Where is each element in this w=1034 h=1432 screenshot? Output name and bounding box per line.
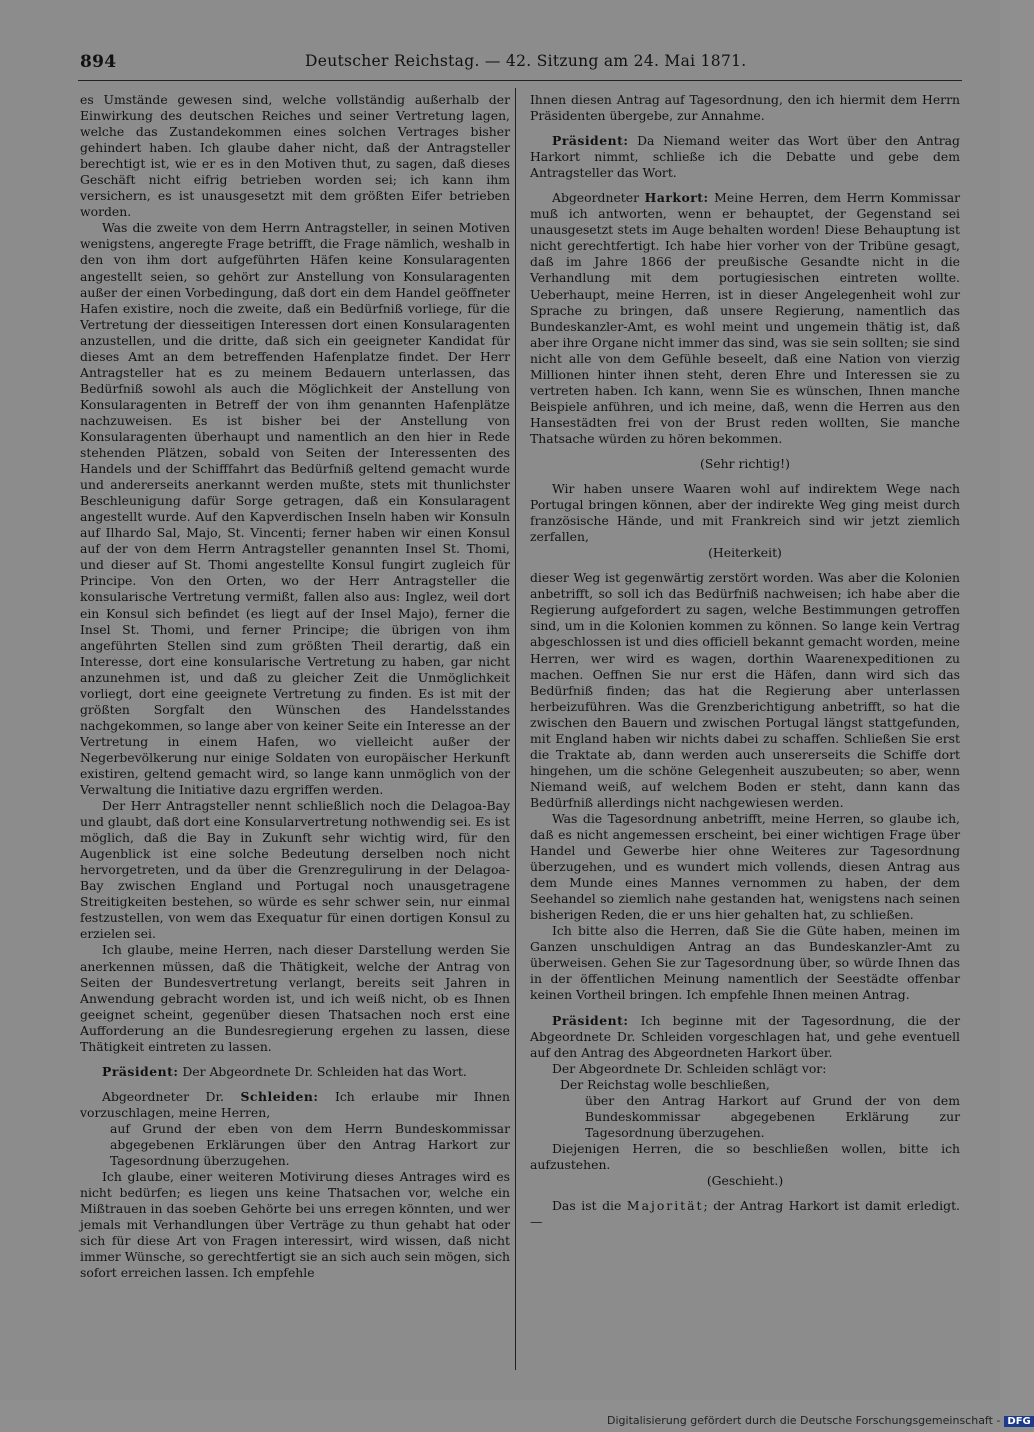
speaker-prefix: Abgeordneter bbox=[552, 190, 645, 206]
speaker-prefix: Abgeordneter Dr. bbox=[102, 1088, 241, 1104]
paragraph: Der Abgeordnete Dr. Schleiden schlägt vor: bbox=[552, 1060, 827, 1076]
paragraph: Wir haben unsere Waaren wohl auf indirektem Wege nach Portugal bringen können, aber der indirekte Weg ging meist durch französische Hände, und mit Frankreich sind wir jetzt ziemlich zerfallen, bbox=[530, 481, 960, 545]
speaker-paragraph bbox=[530, 133, 960, 181]
speaker-paragraph bbox=[530, 190, 960, 447]
speaker-name: Präsident: bbox=[552, 1012, 629, 1028]
digitization-credit bbox=[607, 1414, 1034, 1427]
paragraph: Diejenigen Herren, die so beschließen wollen, bitte ich aufzustehen. bbox=[530, 1140, 960, 1172]
speaker-name: Präsident: bbox=[552, 133, 629, 149]
right-column bbox=[530, 92, 960, 1372]
paragraph: Der Herr Antragsteller nennt schließlich noch die Delagoa-Bay und glaubt, daß dort eine Konsularvertretung nothwendig sei. Es ist möglich, daß die Bay in Zukunft sehr wichtig wird, für den Augenblick ist eine solche Bedeutung derselben noch nicht hervorgetreten, und da über die Grenzregulirung in der Delagoa-Bay zwischen England und Portugal noch unausgetragene Streitigkeiten bestehen, so würde es sehr schwer sein, nur einmal festzustellen, von wem das Exequatur für einen dortigen Konsul zu erzielen sei. bbox=[80, 798, 510, 942]
paragraph: Ihnen diesen Antrag auf Tagesordnung, den ich hiermit dem Herrn Präsidenten übergebe, zur Annahme. bbox=[530, 92, 960, 124]
interjection: (Sehr richtig!) bbox=[700, 455, 790, 471]
text-suffix: ; der Antrag Harkort ist damit erledigt. — bbox=[530, 1198, 960, 1230]
paragraph: Ich bitte also die Herren, daß Sie die Güte haben, meinen im Ganzen unschuldigen Antrag an das Bundeskanzler-Amt zu überweisen. Gehen Sie zur Tagesordnung über, so würde Ihnen das in der öffentlichen Meinung namentlich der Seestädte offenbar keinen Vortheil bringen. Ich empfehle Ihnen meinen Antrag. bbox=[530, 923, 960, 1003]
paragraph: dieser Weg ist gegenwärtig zerstört worden. Was aber die Kolonien anbetrifft, so soll ich das Bedürfniß nachweisen; ich habe aber die Regierung aufgefordert zu sagen, welche Bestimmungen getroffen sind, um in die Kolonien kommen zu können. So lange kein Vertrag abgeschlossen ist und dies officiell bekannt gemacht worden, meine Herren, wer wird es wagen, dorthin Waarenexpeditionen zu machen. Oeffnen Sie nur erst die Häfen, dann wird sich das Bedürfniß finden; das hat die Regierung aber unterlassen herbeizuführen. Was die Grenzberichtigung anbetrifft, so hat die zwischen den Bauern und zwischen Portugal längst stattgefunden, mit England haben wir nichts dabei zu schaffen. Schließen Sie erst die Traktate ab, dann werden auch unsererseits die Schiffe dort hingehen, um die schöne Gelegenheit auszubeuten; so aber, wenn Niemand weiß, auf welchem Boden er steht, dann kann das Bedürfniß allerdings nicht nachgewiesen werden. bbox=[530, 570, 960, 810]
page-title: Deutscher Reichstag. — 42. Sitzung am 24. Mai 1871. bbox=[305, 52, 747, 70]
paragraph: es Umstände gewesen sind, welche vollständig außerhalb der Einwirkung des deutschen Reiches und seiner Vertretung lagen, welche das Zustandekommen eines solchen Vertrages bisher gehindert haben. Ich glaube daher nicht, daß der Antragsteller berechtigt ist, wie er es in den Motiven thut, zu sagen, daß dieses Geschäft nicht eifrig betrieben worden sei; ich kann ihm versichern, es ist unausgesetzt mit dem größten Eifer betrieben worden. bbox=[80, 92, 510, 220]
paragraph: Ich glaube, einer weiteren Motivirung dieses Antrages wird es nicht bedürfen; es liegen uns keine Thatsachen vor, welche ein Mißtrauen in das soeben Gehörte bei uns erregen könnten, und wer jemals mit Verhandlungen über Verträge zu thun gehabt hat oder sich für diese Art von Fragen interessirt, wird wissen, daß nicht immer Wünsche, so gerechtfertigt sie an sich auch sein mögen, sich sofort erreichen lassen. Ich empfehle bbox=[80, 1169, 510, 1281]
motion-text: über den Antrag Harkort auf Grund der von dem Bundeskommissar abgegebenen Erklärung zur Tagesordnung überzugehen. bbox=[585, 1092, 960, 1140]
header-divider bbox=[78, 80, 962, 81]
paragraph: Was die zweite von dem Herrn Antragsteller, in seinen Motiven wenigstens, angeregte Frage betrifft, die Frage nämlich, weshalb in den von ihm dort aufgeführten Häfen keine Konsularagenten angestellt seien, so gehört zur Anstellung von Konsularagenten außer der einen Vorbedingung, daß dort ein dem Handel geöffneter Hafen existire, noch die zweite, daß ein Bedürfniß vorliege, für die Vertretung der diesseitigen Interessen dort einen Konsularagenten anzustellen, und die dritte, daß sich ein geeigneter Kandidat für dieses Amt an dem betreffenden Hafenplatze findet. Der Herr Antragsteller hat es zu meinem Bedauern unterlassen, das Bedürfniß sowohl als auch die Möglichkeit der Anstellung von Konsularagenten in Betreff der von ihm genannten Hafenplätze nachzuweisen. Es ist bisher bei der Anstellung von Konsularagenten überhaupt und namentlich an den hier in Rede stehenden Plätzen, sobald von Seiten der Interessenten des Handels und der Schifffahrt das Bedürfniß geltend gemacht wurde und andererseits anerkannt werden mußte, stets mit thunlichster Beschleunigung dafür Sorge getragen, daß ein Konsularagent angestellt wurde. Auf den Kapverdischen Inseln haben wir Konsuln auf Ilhardo Sal, Majo, St. Vincenti; ferner haben wir einen Konsul auf der von dem Herrn Antragsteller genannten Insel St. Thomi, und dieser auf St. Thomi angestellte Konsul fungirt zugleich für Principe. Von den Orten, wo der Herr Antragsteller die konsularische Vertretung vermißt, fallen also aus: Inglez, weil dort ein Konsul sich befindet (es liegt auf der Insel Majo), ferner die Insel St. Thomi, und ferner Principe; die übrigen von ihm angeführten Stellen sind zum größten Theil derartig, daß ein Interesse, dort eine konsularische Vertretung zu haben, gar nicht anzunehmen ist, und daß zu gleicher Zeit die Unmöglichkeit vorliegt, dort eine geeignete Vertretung zu finden. Es ist mit der größten Sorgfalt den Wünschen des Handelsstandes nachgekommen, so lange aber von keiner Seite ein Interesse an der Vertretung in einem Hafen, wo vielleicht außer der Negerbevölkerung nur einige Soldaten von europäischer Herkunft existiren, geltend gemacht wird, so lange kann unmöglich von der Verwaltung die Initiative dazu ergriffen werden. bbox=[80, 220, 510, 798]
paragraph bbox=[530, 1198, 960, 1230]
speaker-paragraph bbox=[530, 1013, 960, 1061]
speech-text: Der Abgeordnete Dr. Schleiden hat das Wort. bbox=[178, 1063, 467, 1079]
interjection: (Heiterkeit) bbox=[708, 545, 782, 561]
page-header bbox=[80, 52, 960, 78]
paragraph: Ich glaube, meine Herren, nach dieser Darstellung werden Sie anerkennen müssen, daß die Thätigkeit, welche der Antrag von Seiten der Bundesvertretung verlangt, bereits seit Jahren in Anwendung gebracht worden ist, und ich weiß nicht, ob es Ihnen geeignet scheint, gegenüber diesen Thatsachen noch erst eine Aufforderung an die Bundesregierung ergehen zu lassen, diese Thätigkeit eintreten zu lassen. bbox=[80, 942, 510, 1054]
speaker-name: Präsident: bbox=[102, 1063, 179, 1079]
column-divider bbox=[515, 88, 516, 1370]
speech-text: Da Niemand weiter das Wort über den Antrag Harkort nimmt, schließe ich die Debatte und gebe dem Antragsteller das Wort. bbox=[530, 133, 960, 181]
speech-text: Ich erlaube mir Ihnen vorzuschlagen, meine Herren, bbox=[80, 1088, 510, 1120]
credit-text: Digitalisierung gefördert durch die Deutsche Forschungsgemeinschaft - bbox=[607, 1414, 1001, 1427]
dfg-logo-icon: DFG bbox=[1004, 1416, 1033, 1427]
paragraph: Was die Tagesordnung anbetrifft, meine Herren, so glaube ich, daß es nicht angemessen erscheint, bei einer wichtigen Frage über Handel und Gewerbe hier ohne Weiteres zur Tagesordnung überzugehen, und es wundert mich vollends, diesen Antrag aus dem Munde eines Mannes vernommen zu haben, der dem Seehandel so ziemlich nahe gestanden hat, wenigstens nach seinen bisherigen Reden, die er uns hier gehalten hat, zu schließen. bbox=[530, 810, 960, 923]
speaker-paragraph bbox=[80, 1089, 510, 1121]
speech-text: Ich beginne mit der Tagesordnung, die der Abgeordnete Dr. Schleiden vorgeschlagen hat, und gehe eventuell auf den Antrag des Abgeordneten Harkort über. bbox=[530, 1012, 960, 1060]
motion-text: auf Grund der eben von dem Herrn Bundeskommissar abgegebenen Erklärungen über den Antrag Harkort zur Tagesordnung überzugehen. bbox=[110, 1120, 510, 1169]
speaker-name: Harkort: bbox=[644, 190, 709, 206]
interjection: (Geschieht.) bbox=[706, 1173, 784, 1188]
speaker-name: Schleiden: bbox=[240, 1088, 319, 1104]
left-column bbox=[80, 92, 510, 1372]
motion-text: Der Reichstag wolle beschließen, bbox=[560, 1076, 770, 1092]
emphasized-word: Majorität bbox=[626, 1198, 704, 1214]
page-number: 894 bbox=[80, 52, 117, 72]
speech-text: Meine Herren, dem Herrn Kommissar muß ich antworten, wenn er behauptet, der Gegenstand sei unausgesetzt stets im Auge behalten worden! Diese Behauptung ist nicht gerechtfertigt. Ich habe hier vorher von der Tribüne gesagt, daß im Jahre 1866 der preußische Gesandte nicht in die Verhandlung mit dem portugiesischen eintreten wollte. Ueberhaupt, meine Herren, ist in dieser Angelegenheit wohl zur Sprache zu bringen, daß unsere Regierung, namentlich das Bundeskanzler-Amt, es wohl meint und ungemein thätig ist, daß aber ihre Organe nicht immer das sind, was sie sein sollten; sie sind nicht alle von dem Gefühle beseelt, daß eine Nation von vierzig Millionen hinter ihnen steht, deren Ehre und Interessen sie zu vertreten haben. Ich kann, wenn Sie es wünschen, Ihnen manche Beispiele anführen, und ich meine, daß, wenn die Herren aus den Hansestädten frei von der Brust reden wollten, Sie manche Thatsache würden zu hören bekommen. bbox=[530, 190, 960, 446]
text-prefix: Das ist die bbox=[552, 1198, 627, 1214]
speaker-paragraph bbox=[80, 1064, 510, 1080]
